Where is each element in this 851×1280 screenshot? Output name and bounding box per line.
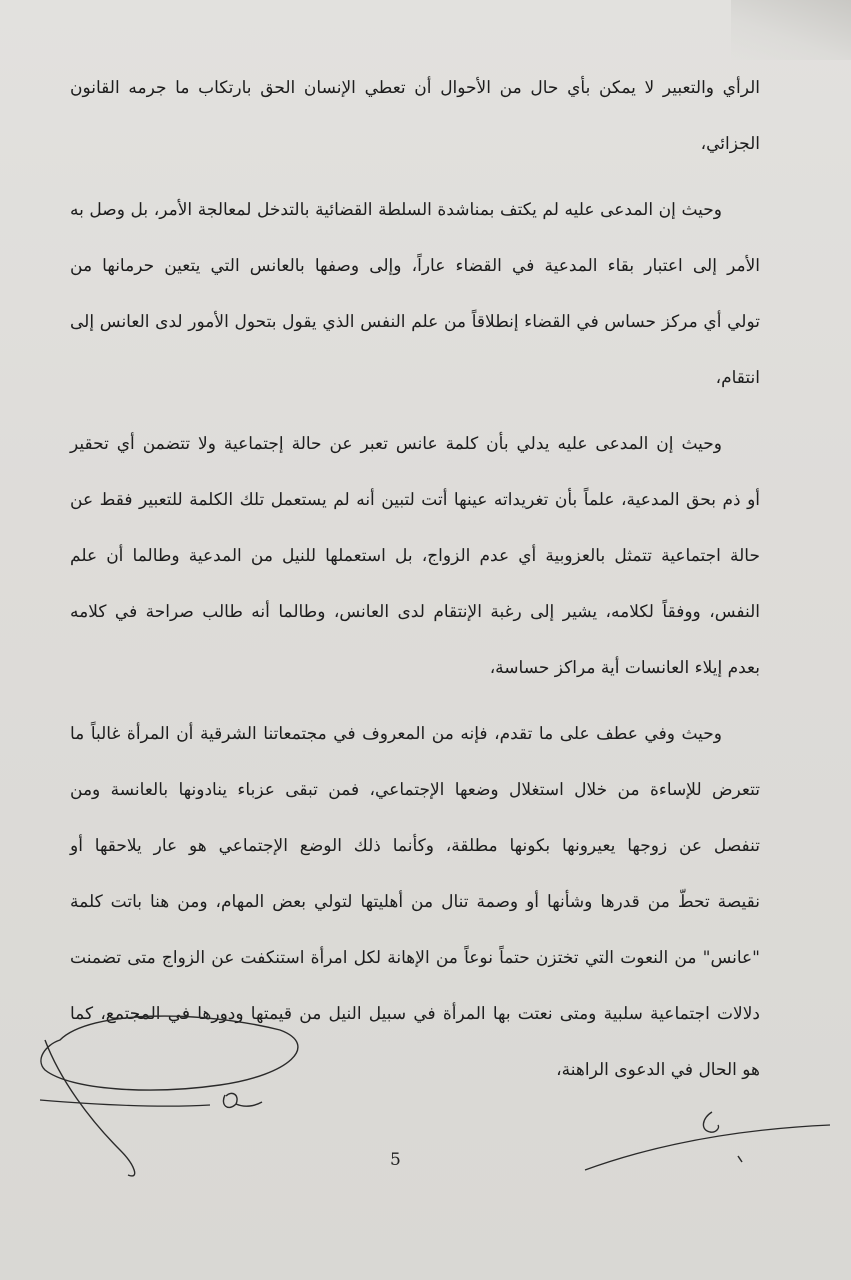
text-line: وحيث إن المدعى عليه لم يكتف بمناشدة السلطة القضائية بالتدخل لمعالجة الأمر، بل وصل به xyxy=(70,200,722,220)
text-line: النفس، ووفقاً لكلامه، يشير إلى رغبة الإنتقام لدى العانس، وطالما أنه طالب صراحة في كلامه xyxy=(70,602,760,622)
text-line: نقيصة تحطّ من قدرها وشأنها أو وصمة تنال من أهليتها لتولي بعض المهام، ومن هنا باتت كلمة xyxy=(70,892,760,912)
text-line: الأمر إلى اعتبار بقاء المدعية في القضاء عاراً، وإلى وصفها بالعانس التي يتعين حرمانها من xyxy=(70,256,760,276)
text-line: تنفصل عن زوجها يعيرونها بكونها مطلقة، وكأنما ذلك الوضع الإجتماعي هو عار يلاحقها أو xyxy=(70,836,760,856)
text-line: تولي أي مركز حساس في القضاء إنطلاقاً من علم النفس الذي يقول بتحول الأمور لدى العانس إلى xyxy=(70,312,760,332)
text-line: الرأي والتعبير لا يمكن بأي حال من الأحوال أن تعطي الإنسان الحق بارتكاب ما جرمه القانون xyxy=(70,78,760,98)
page-number: 5 xyxy=(390,1150,401,1170)
text-line: وحيث وفي عطف على ما تقدم، فإنه من المعروف في مجتمعاتنا الشرقية أن المرأة غالباً ما xyxy=(70,724,722,744)
text-line: بعدم إيلاء العانسات أية مراكز حساسة، xyxy=(489,658,760,678)
text-line: الجزائي، xyxy=(700,134,760,154)
text-line: حالة اجتماعية تتمثل بالعزوبية أي عدم الزواج، بل استعملها للنيل من المدعية وطالما أن علم xyxy=(70,546,760,566)
text-line: دلالات اجتماعية سلبية ومتى نعتت بها المرأة في سبيل النيل من قيمتها ودورها في المجتمع، كما xyxy=(70,1004,760,1024)
text-line: هو الحال في الدعوى الراهنة، xyxy=(556,1060,760,1080)
text-line: أو ذم بحق المدعية، علماً بأن تغريداته عينها أتت لتبين أنه لم يستعمل تلك الكلمة للتعبير فقط عن xyxy=(70,490,760,510)
text-line: وحيث إن المدعى عليه يدلي بأن كلمة عانس تعبر عن حالة إجتماعية ولا تتضمن أي تحقير xyxy=(70,434,722,454)
text-line: تتعرض للإساءة من خلال استغلال وضعها الإجتماعي، فمن تبقى عزباء ينادونها بالعانسة ومن xyxy=(70,780,760,800)
text-line: "عانس" من النعوت التي تختزن حتماً نوعاً من الإهانة لكل امرأة استنكفت عن الزواج متى تضمنت xyxy=(70,948,760,968)
text-line: انتقام، xyxy=(715,368,760,388)
